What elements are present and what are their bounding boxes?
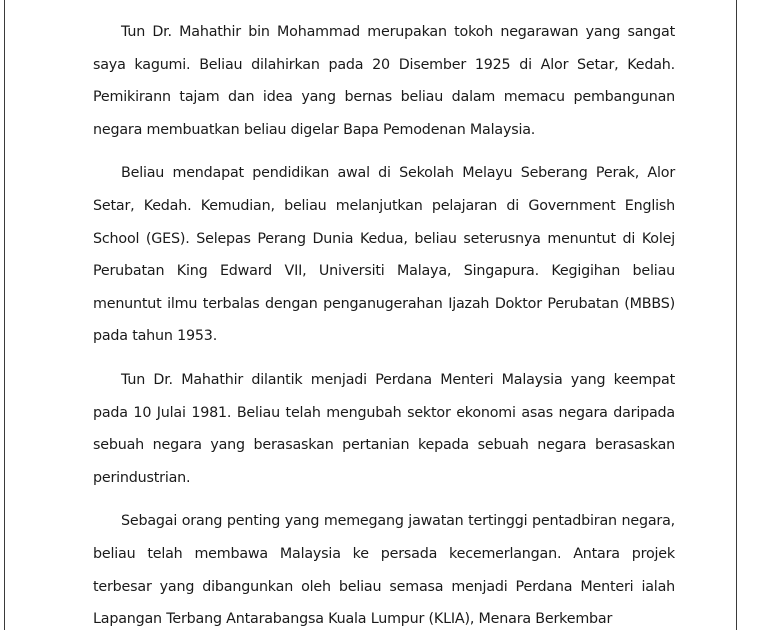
document-body xyxy=(93,16,675,630)
paragraph-4: Sebagai orang penting yang memegang jawatan tertinggi pentadbiran negara, beliau telah membawa Malaysia ke persada kecemerlangan. Antara projek terbesar yang dibangunkan oleh beliau semasa menjadi Perdana Menteri ialah Lapangan Terbang Antarabangsa Kuala Lumpur (KLIA), Menara Berkembar xyxy=(93,513,675,628)
paragraph-2: Beliau mendapat pendidikan awal di Sekolah Melayu Seberang Perak, Alor Setar, Kedah. Kemudian, beliau melanjutkan pelajaran di Government English School (GES). Selepas Perang Dunia Kedua, beliau seterusnya menuntut di Kolej Perubatan King Edward VII, Universiti Malaya, Singapura. Kegigihan beliau menuntut ilmu terbalas dengan penganugerahan Ijazah Doktor Perubatan (MBBS) pada tahun 1953. xyxy=(93,165,675,345)
paragraph-1: Tun Dr. Mahathir bin Mohammad merupakan tokoh negarawan yang sangat saya kagumi. Beliau dilahirkan pada 20 Disember 1925 di Alor Setar, Kedah. Pemikirann tajam dan idea yang bernas beliau dalam memacu pembangunan negara membuatkan beliau digelar Bapa Pemodenan Malaysia. xyxy=(93,24,675,138)
page-border-left xyxy=(4,0,5,630)
page-border-right xyxy=(736,0,737,630)
paragraph-3: Tun Dr. Mahathir dilantik menjadi Perdana Menteri Malaysia yang keempat pada 10 Julai 1981. Beliau telah mengubah sektor ekonomi asas negara daripada sebuah negara yang berasaskan pertanian kepada sebuah negara berasaskan perindustrian. xyxy=(93,371,675,486)
